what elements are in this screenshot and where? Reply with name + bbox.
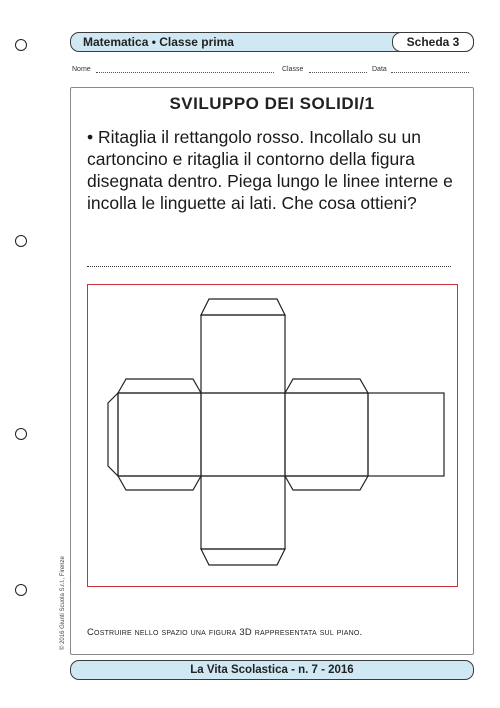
cube-net-face-top [201, 315, 285, 393]
publication-label: La Vita Scolastica - n. 7 - 2016 [190, 664, 354, 676]
name-dotted-line [96, 72, 274, 73]
worksheet-card [70, 87, 474, 655]
copyright-text: © 2016 Giunti Scuola S.r.l., Firenze [60, 556, 66, 650]
cube-net-face-left [118, 393, 201, 476]
class-dotted-line [309, 72, 367, 73]
answer-dotted-line[interactable] [87, 266, 451, 267]
cube-net-top-tab [201, 299, 285, 315]
binder-hole [15, 39, 27, 51]
cube-net-left-bottom-tab [118, 476, 201, 490]
binder-hole [15, 428, 27, 440]
binder-hole [15, 235, 27, 247]
footnote-objective: Costruire nello spazio una figura 3D rappresentata sul piano. [87, 627, 363, 638]
binder-hole [15, 584, 27, 596]
cube-net-face-bottom [201, 476, 285, 549]
cube-net-face-far-right [368, 393, 444, 476]
date-field[interactable] [372, 66, 387, 73]
red-cut-rectangle [87, 284, 458, 587]
header-bar [70, 32, 474, 52]
cube-net-left-side-tab [108, 393, 118, 476]
instruction-text: • Ritaglia il rettangolo rosso. Incollalo su un cartoncino e ritaglia il contorno della figura disegnata dentro. Piega lungo le linee interne e incolla le linguette ai lati. Che cosa ottieni? [87, 127, 453, 213]
cube-net-diagram [88, 285, 457, 586]
cube-net-left-top-tab [118, 379, 201, 393]
date-dotted-line [391, 72, 469, 73]
worksheet-title: SVILUPPO DEI SOLIDI/1 [169, 94, 375, 113]
cube-net-face-right [285, 393, 368, 476]
cube-net-right-bottom-tab [285, 476, 368, 490]
student-fields [72, 66, 470, 78]
date-label: Data [372, 66, 387, 73]
name-label: Nome [72, 66, 91, 73]
cube-net-right-top-tab [285, 379, 368, 393]
cube-net-bottom-tab [201, 549, 285, 565]
footer-bar [70, 660, 474, 680]
scheda-label: Scheda 3 [392, 32, 474, 52]
cube-net-face-center [201, 393, 285, 476]
name-field[interactable] [72, 66, 91, 73]
subject-label: Matematica • Classe prima [83, 35, 234, 49]
class-label: Classe [282, 66, 304, 73]
class-field[interactable] [282, 66, 303, 73]
